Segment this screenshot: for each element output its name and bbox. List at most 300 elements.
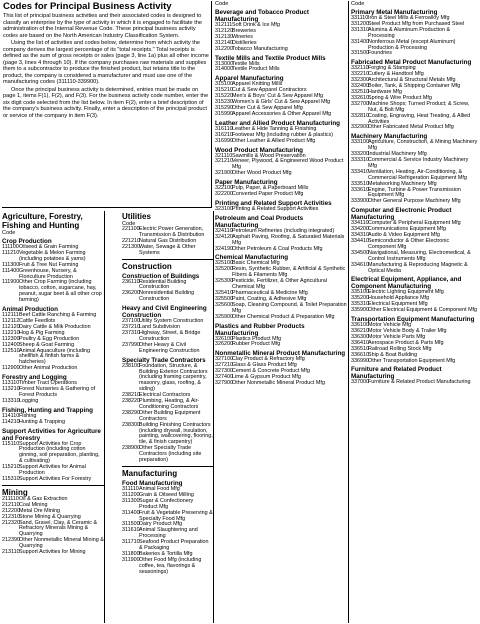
activity-description: Iron & Steel Mills & Ferroalloy Mfg [368,15,450,21]
group-heading: Paper Manufacturing [215,179,278,187]
activity-description: Coating, Engraving, Heat Treating, & Allied Activities [368,112,471,125]
code-label: Code [2,230,16,236]
group-heading: Crop Production [2,238,52,245]
activity-description: Sheep & Goat Farming [19,341,75,348]
activity-code: 111300 [2,261,20,268]
divider [122,259,213,260]
activity-code: 333510 [351,180,369,187]
activity-code: 112210 [2,329,20,336]
activity-code: 321210 [215,158,233,165]
activity-description: Converted Paper Product Mfg [232,191,304,198]
activity-description: Veneer, Plywood, & Engineered Wood Product Mfg [232,158,344,171]
group-heading: Forestry and Logging [2,374,67,382]
activity-code: 221210 [122,237,140,244]
activity-code: 332510 [351,88,369,95]
activity-description: Metalworking Machinery Mfg [368,180,437,187]
activity-description: Boiler, Tank, & Shipping Container Mfg [368,83,461,90]
activity-description: Glass & Glass Product Mfg [232,362,297,369]
activity-description: Motor Vehicle Body & Trailer Mfg [368,327,447,334]
activity-description: Foundation, Structure, & Building Exterior Contractors (including framing carpentry, masonry, glass, roofing, & siding) [139,362,208,393]
activity-code: 238900 [122,445,140,452]
activity-code: 311200 [122,491,140,498]
activity-description: Dairy Cattle & Milk Production [19,323,91,330]
activity-description: Animal Slaughtering and Processing [139,527,198,540]
activity-description: Animal Food Mfg [139,486,180,492]
activity-code: 314000 [215,66,233,73]
activity-code: 331110 [351,15,369,21]
code-label: Code [351,1,365,7]
activity-code: 311610 [122,527,140,534]
activity-code: 331200 [351,20,369,27]
group-heading: Fabricated Metal Product Manufacturing [351,59,472,67]
activity-code: 112111 [2,312,19,319]
group-heading: Petroleum and Coal Products Manufacturing [215,214,304,229]
activity-description: Bakeries & Tortilla Mfg [139,550,193,557]
activity-code: 112900 [2,365,20,372]
activity-description: Hog & Pig Farming [19,329,65,336]
activity-description: Basic Chemical Mfg [232,260,280,267]
activity-code: 325900 [215,313,233,320]
activity-description: Soft Drink & Ice Mfg [232,22,280,28]
activity-description: Foundries [368,50,392,57]
activity-code: 332610 [351,94,369,101]
activity-description: Other Nonmetallic Mineral Mining & Quarrying [19,537,104,550]
activity-code: 111210 [2,249,20,256]
activity-code: 321110 [215,152,233,159]
activity-description: Sugar & Confectionery Product Mfg [139,497,194,510]
activity-description: Steel Product Mfg from Purchased Steel [368,20,465,27]
intro-paragraph: Using the list of activities and codes below, determine from which activity the company derives the largest percentage of its "total receipts." Total receipts is defined as the sum of gross receipts or sales (page 3, line 1a) plus all other income (page 3, lines 4 through 10). If the company purchases raw materials and supplies them to a subcontractor to produce the finished product, but retains title to the product, the company is considered a manufacturer and must use one of the manufacturing codes (311110-339900). [3,40,209,85]
activity-description: Electric Lighting Equipment Mfg [368,289,444,296]
activity-code: 238210 [122,392,140,399]
group-heading: Textile Mills and Textile Product Mills [215,54,326,62]
activity-code: 211110 [2,495,19,502]
activity-description: Sawmills & Wood Preservation [232,152,306,159]
activity-description: Household Appliance Mfg [368,295,430,302]
activity-description: Animal Aquaculture (including shellfish & finfish farms & hatcheries) [19,347,91,366]
code-row [215,303,348,315]
divider [2,485,104,486]
activity-description: Industrial Machinery Mfg [368,151,427,158]
code-row [215,139,348,145]
activity-code: 237100 [122,318,140,325]
activity-code: 327210 [215,362,233,369]
activity-description: Furniture & Related Product Manufacturing [368,379,471,386]
section-heading-agriculture: Agriculture, Forestry, Fishing and Hunting [2,212,83,230]
code-row [215,247,348,253]
activity-description: Plumbing, Heating, & Air-Conditioning Contractors [139,398,200,410]
activity-description: Textile Product Mills [232,66,280,73]
activity-description: Apparel Accessories & Other Apparel Mfg [232,110,332,117]
activity-code: 212110 [2,501,20,508]
activity-code: 335900 [351,307,369,314]
activity-code: 237310 [122,329,140,336]
activity-description: Breweries [232,27,256,34]
code-row [215,112,348,118]
activity-code: 322200 [215,191,233,198]
activity-code: 325300 [215,278,233,285]
code-row [122,291,213,303]
activity-code: 325500 [215,295,233,302]
activity-code: 113110 [2,380,20,387]
activity-code: 325410 [215,290,233,296]
activity-description: Commercial & Service Industry Machinery Mfg [368,157,469,169]
activity-description: Men's & Boys' Cut & Sew Apparel Mfg [232,93,324,100]
activity-code: 326100 [215,335,233,342]
activity-code: 312200 [215,45,233,52]
activity-description: Fruit & Tree Nut Farming [19,261,79,268]
column-manufacturing-1 [215,1,349,623]
group-heading: Furniture and Related Product Manufacturing [351,366,442,381]
activity-description: Architectural & Structural Metals Mfg [368,77,456,84]
activity-description: Printing & Related Support Activities [232,205,319,212]
code-label: Code [215,1,229,7]
code-row [122,331,213,343]
activity-code: 332300 [351,77,369,84]
intro-paragraph: Once the principal business activity is determined, entries must be made on page 1, items F(1), F(2), and F(3). For the business activity code number, enter the six digit code selected from the list below. In item F(2), enter a brief description of the company's business activity. Finally, enter a description of the principal product or service of the company in item F(3). [3,86,209,119]
code-row [351,199,478,205]
code-row [2,477,104,483]
activity-code: 336100 [351,322,369,329]
group-heading: Computer and Electronic Product Manufacturing [351,207,452,222]
utilities-list [122,227,213,257]
activity-code: 238220 [122,398,140,405]
activity-description: Pharmaceutical & Medicine Mfg [232,290,308,296]
activity-code: 311300 [122,497,140,504]
activity-description: Forest Nurseries & Gathering of Forest Products [19,386,96,398]
activity-description: Nonferrous Metal (except Aluminum) Production & Processing [368,38,456,51]
activity-description: Support Activities for Animal Production [19,464,86,477]
activity-code: 311400 [122,509,140,516]
activity-code: 334110 [351,220,369,227]
code-row [215,171,348,177]
code-row [351,102,478,114]
activity-code: 332900 [351,124,369,131]
code-row [351,170,478,182]
code-row [122,364,213,394]
activity-description: Alumina & Aluminum Production & Processing [368,26,451,39]
activity-description: Communications Equipment Mfg [368,226,446,233]
activity-code: 335310 [351,301,369,308]
code-row [351,380,478,386]
activity-description: Machine Shops; Turned Product; & Screw, Nut, & Bolt Mfg [368,100,470,113]
activity-code: 313000 [215,60,233,67]
activity-code: 324120 [215,233,233,240]
activity-description: Wineries [232,33,253,40]
activity-code: 237990 [122,341,140,348]
activity-code: 312130 [215,33,233,40]
code-row [351,125,478,131]
activity-description: Clay Product & Refractory Mfg [232,356,305,363]
activity-code: 111900 [2,279,20,286]
activity-description: Land Subdivision [139,324,181,331]
group-heading: Construction of Buildings [122,272,200,280]
code-row [2,349,104,367]
page-title: Codes for Principal Business Activity [3,1,172,12]
code-row [2,251,104,263]
activity-description: Ventilation, Heating, Air-Conditioning, & Commercial Refrigeration Equipment Mfg [368,168,467,181]
group-heading: Animal Production [2,306,58,314]
activity-description: Forging & Stamping [368,65,416,72]
activity-description: Ship & Boat Building [368,351,418,358]
activity-code: 322100 [215,185,233,192]
activity-code: 115310 [2,476,20,482]
code-row [215,67,348,73]
activity-description: Other Heavy & Civil Engineering Construction [139,341,200,354]
activity-code: 323100 [215,205,233,212]
activity-code: 333310 [351,157,369,164]
activity-code: 334200 [351,226,369,233]
code-row [2,366,104,372]
activity-code: 316210 [215,131,233,138]
activity-description: Support Activities for Mining [19,549,86,556]
activity-description: Fruit & Vegetable Preserving & Specialty Food Mfg [139,509,213,522]
activity-code: 324110 [215,227,233,234]
code-row [2,280,104,304]
code-row [351,251,478,263]
code-row [215,315,348,321]
code-label: Code [122,221,136,227]
group-heading: Specialty Trade Contractors [122,356,206,364]
activity-description: Building Finishing Contractors (including drywall, insulation, painting, wallcovering, flooring, tile, & finish carpentry) [139,421,213,446]
activity-description: Beef Cattle Ranching & Farming [19,312,97,319]
activity-description: Other Wood Product Mfg [232,170,292,177]
code-row [2,420,104,426]
activity-description: Paint, Coating, & Adhesive Mfg [232,295,307,302]
code-row [122,411,213,423]
activity-code: 336990 [351,357,369,364]
code-row [351,308,478,314]
activity-description: Greenhouse, Nursery, & Floriculture Production [19,267,77,280]
activity-description: Asphalt Paving, Roofing, & Saturated Materials Mfg [232,233,345,246]
activity-description: Semiconductor & Other Electronic Component Mfg [368,238,450,250]
activity-code: 112300 [2,335,20,342]
activity-description: Manufacturing & Reproducing Magnetic & Optical Media [368,261,468,274]
activity-code: 336210 [351,327,369,334]
activity-code: 327300 [215,368,233,375]
section-heading-utilities: Utilities [122,212,151,221]
activity-description: Lime & Gypsum Product Mfg [232,374,301,381]
activity-description: Electrical Contractors [139,392,191,399]
activity-description: Aerospace Product & Parts Mfg [368,339,444,346]
activity-code: 333610 [351,186,369,193]
code-row [215,207,348,213]
activity-description: Residential Building Construction [139,278,187,291]
construction-groups [122,273,213,464]
activity-description: Navigational, Measuring, Electromedical, & Control Instruments Mfg [368,249,471,262]
activity-description: Electrical Equipment Mfg [368,301,428,308]
activity-description: Rubber Product Mfg [232,341,281,348]
activity-description: Engine, Turbine & Power Transmission Equipment Mfg [368,186,461,199]
activity-description: Other Petroleum & Coal Products Mfg [232,245,323,252]
activity-description: Soap, Cleaning Compound, & Toilet Preparation Mfg [232,301,347,314]
group-heading: Chemical Manufacturing [215,254,289,262]
activity-code: 114110 [2,412,20,419]
activity-code: 315210 [215,87,233,94]
activity-description: Support Activities for Crop Production (including cotton ginning, soil preparation, planting, & cultivating) [19,440,100,465]
activity-code: 331500 [351,50,369,57]
activity-code: 115110 [2,440,20,447]
group-heading: Fishing, Hunting and Trapping [2,406,93,414]
activity-description: Poultry & Egg Production [19,335,80,342]
activity-description: Women's & Girls' Cut & Sew Apparel Mfg [232,99,331,106]
activity-code: 332110 [351,65,369,72]
activity-description: Railroad Rolling Stock Mfg [368,345,432,352]
activity-code: 333200 [351,151,369,158]
group-heading: Wood Product Manufacturing [215,146,304,154]
activity-code: 311900 [122,556,140,563]
activity-description: Coal Mining [19,501,48,508]
intro-section [2,1,212,208]
code-row [122,446,213,464]
code-row [215,381,348,387]
activity-code: 238290 [122,409,140,416]
activity-code: 327100 [215,356,233,363]
activity-description: Fishing [19,412,37,419]
activity-code: 327900 [215,379,233,386]
activity-code: 115210 [2,464,20,471]
activity-description: Agriculture, Construction, & Mining Machinery Mfg [368,139,478,152]
activity-code: 332210 [351,71,369,78]
activity-description: Resin, Synthetic Rubber, & Artificial & Synthetic Fibers & Filaments Mfg [232,266,346,279]
group-heading: Printing and Related Support Activities [215,199,332,207]
group-heading: Primary Metal Manufacturing [351,9,438,16]
activity-code: 315290 [215,104,233,111]
code-row [215,192,348,198]
activity-code: 238100 [122,362,140,369]
activity-description: Highway, Street, & Bridge Construction [139,329,201,342]
activity-code: 311710 [122,539,140,546]
activity-code: 325100 [215,260,233,267]
activity-description: Petroleum Refineries (including integrated) [232,227,335,234]
activity-description: Footwear Mfg (including rubber & plastics) [232,131,333,138]
activity-description: Pulp, Paper, & Paperboard Mills [232,185,309,192]
activity-description: Motor Vehicle Mfg [368,322,412,329]
code-row [2,521,104,539]
activity-code: 333900 [351,198,369,205]
activity-description: Metal Ore Mining [19,507,61,514]
activity-description: Other Transportation Equipment Mfg [368,357,456,364]
activity-code: 236200 [122,290,140,297]
activity-code: 238300 [122,421,140,428]
activity-code: 332700 [351,100,369,107]
activity-code: 212310 [2,513,20,520]
code-row [2,442,104,466]
activity-description: Oilseed & Grain Farming [19,244,79,250]
activity-code: 212390 [2,537,20,544]
activity-code: 312120 [215,27,233,34]
activity-code: 213110 [2,549,20,556]
activity-code: 111100 [2,244,19,250]
activity-code: 221300 [122,243,140,250]
section-heading-manufacturing: Manufacturing [122,469,178,478]
manufacturing-groups [122,480,213,576]
activity-description: Other Building Equipment Contractors [139,409,201,422]
group-heading: Electrical Equipment, Appliance, and Component Manufacturing [351,276,462,291]
activity-description: Vegetable & Melon Farming (including potatoes & yams) [19,249,86,262]
activity-description: Other Cut & Sew Apparel Mfg [232,104,303,111]
code-row [351,263,478,275]
activity-description: Hardware Mfg [368,88,402,95]
activity-code: 325200 [215,266,233,273]
group-heading: Leather and Allied Product Manufacturing [215,119,341,127]
activity-code: 221100 [122,226,140,232]
activity-description: Distilleries [232,39,257,46]
activity-description: Other Food Mfg (including coffee, tea, flavorings & seasonings) [139,556,202,575]
activity-description: Audio & Video Equipment Mfg [368,232,440,239]
activity-code: 336300 [351,333,369,340]
activity-code: 335200 [351,295,369,302]
section-heading-construction: Construction [122,261,172,271]
code-row [2,399,104,405]
activity-description: Dairy Product Mfg [139,521,183,528]
activity-code: 331400 [351,38,369,45]
activity-code: 326200 [215,341,233,348]
activity-code: 113210 [2,386,20,393]
code-row [122,499,213,511]
code-row [122,558,213,576]
divider [122,466,213,467]
activity-code: 316990 [215,137,233,144]
column-manufacturing-2 [351,1,478,623]
group-heading: Beverage and Tobacco Product Manufacturing [215,9,310,23]
activity-code: 334410 [351,238,369,244]
code-row [215,342,348,348]
activity-code: 334500 [351,249,369,256]
activity-description: Utility System Construction [139,318,204,325]
activity-code: 114210 [2,418,20,425]
activity-code: 315230 [215,99,233,106]
activity-description: Pesticide, Fertilizer, & Other Agricultural Chemical Mfg [232,278,327,291]
code-row [215,47,348,53]
activity-code: 336610 [351,351,369,358]
group-heading: Nonmetallic Mineral Product Manufacturing [215,350,346,358]
activity-code: 337000 [351,379,369,386]
activity-description: Apparel Knitting Mills [232,81,283,88]
group-heading: Heavy and Civil Engineering Construction [122,305,207,320]
activity-description: Oil & Gas Extraction [19,495,68,502]
activity-code: 331310 [351,26,369,33]
activity-description: Other General Purpose Machinery Mfg [368,198,461,205]
activity-code: 236110 [122,278,140,285]
group-heading: Machinery Manufacturing [351,133,428,141]
group-heading: Transportation Equipment Manufacturing [351,316,475,324]
activity-code: 315100 [215,81,233,88]
activity-code: 311800 [122,550,140,557]
activity-description: Other Crop Farming (including tobacco, cotton, sugarcane, hay, peanut, sugar beet & all other crop farming) [19,279,102,304]
activity-description: Hunting & Trapping [19,418,66,425]
activity-description: Water, Sewage & Other Systems [139,243,196,256]
activity-code: 315220 [215,93,233,100]
activity-description: Cattle Feedlots [19,317,56,324]
group-heading: Apparel Manufacturing [215,75,284,83]
code-row [122,343,213,355]
group-heading: Food Manufacturing [122,480,183,487]
code-row [351,28,478,40]
activity-code: 311110 [122,486,139,492]
activity-description: Plastics Product Mfg [232,335,282,342]
activity-description: Logging [19,397,39,404]
activity-description: Textile Mills [232,60,260,67]
activity-description: Spring & Wire Product Mfg [368,94,432,101]
activity-code: 212200 [2,507,20,514]
activity-description: Cutlery & Handtool Mfg [368,71,424,78]
activity-description: Other Specialty Trade Contractors (including site preparation) [139,445,202,464]
activity-description: Other Fabricated Metal Product Mfg [368,124,454,131]
manufacturing-groups [215,9,348,387]
activity-code: 111400 [2,267,20,274]
activity-code: 212320 [2,519,20,526]
